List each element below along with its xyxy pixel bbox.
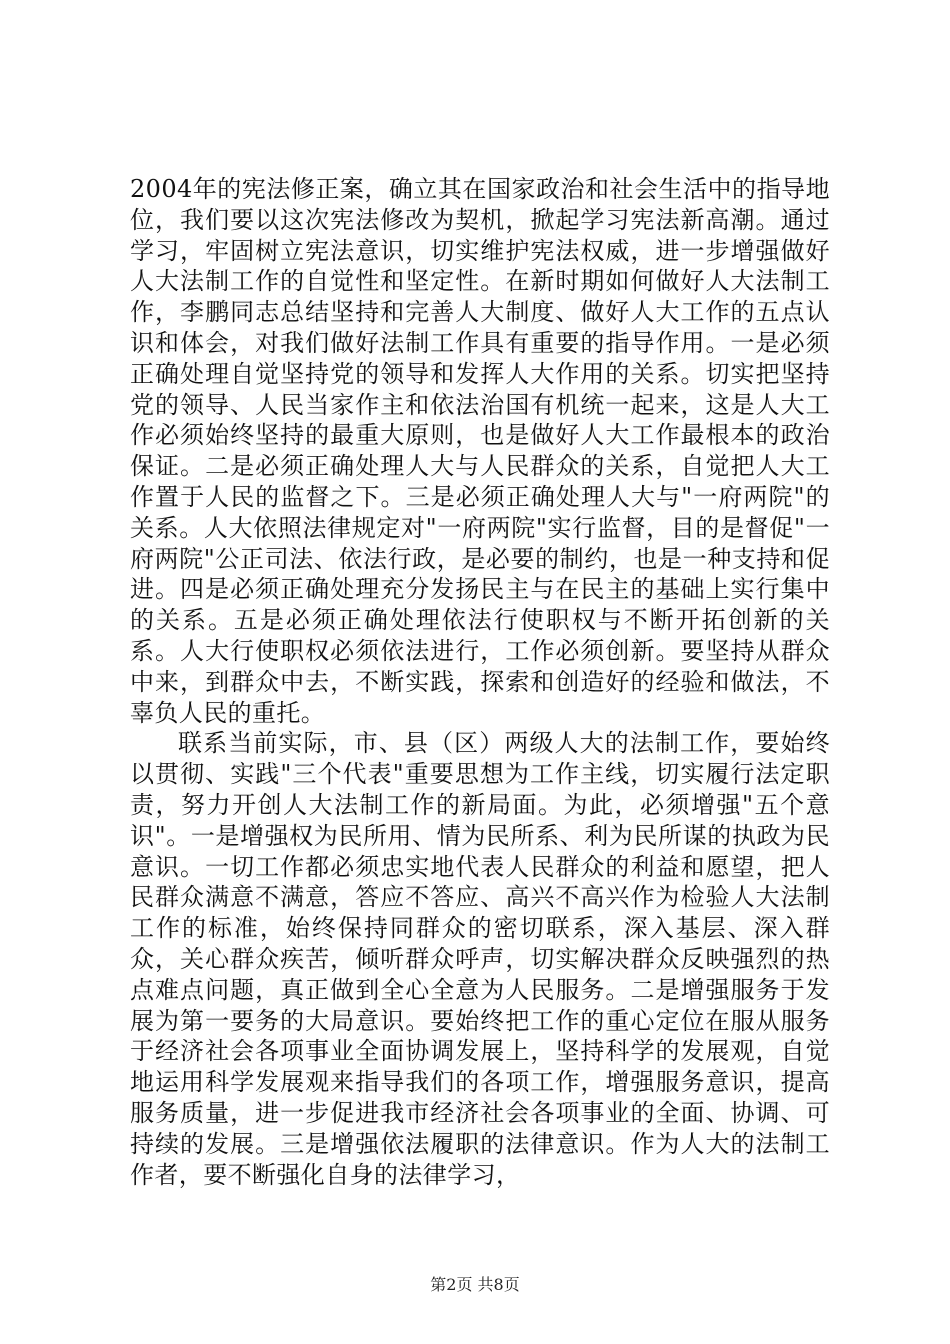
document-body bbox=[130, 174, 830, 1190]
body-paragraph-1: 2004年的宪法修正案，确立其在国家政治和社会生活中的指导地位，我们要以这次宪法修改为契机，掀起学习宪法新高潮。通过学习，牢固树立宪法意识，切实维护宪法权威，进一步增强做好人大法制工作的自觉性和坚定性。在新时期如何做好人大法制工作，李鹏同志总结坚持和完善人大制度、做好人大工作的五点认识和体会，对我们做好法制工作具有重要的指导作用。一是必须正确处理自觉坚持党的领导和发挥人大作用的关系。切实把坚持党的领导、人民当家作主和依法治国有机统一起来，这是人大工作必须始终坚持的最重大原则，也是做好人大工作最根本的政治保证。二是必须正确处理人大与人民群众的关系，自觉把人大工作置于人民的监督之下。三是必须正确处理人大与"一府两院"的关系。人大依照法律规定对"一府两院"实行监督，目的是督促"一府两院"公正司法、依法行政，是必要的制约，也是一种支持和促进。四是必须正确处理充分发扬民主与在民主的基础上实行集中的关系。五是必须正确处理依法行使职权与不断开拓创新的关系。人大行使职权必须依法进行，工作必须创新。要坚持从群众中来，到群众中去，不断实践，探索和创造好的经验和做法，不辜负人民的重托。 bbox=[130, 175, 830, 727]
body-paragraph-2: 联系当前实际，市、县（区）两级人大的法制工作，要始终以贯彻、实践"三个代表"重要思想为工作主线，切实履行法定职责，努力开创人大法制工作的新局面。为此，必须增强"五个意识"。一是增强权为民所用、情为民所系、利为民所谋的执政为民意识。一切工作都必须忠实地代表人民群众的利益和愿望，把人民群众满意不满意，答应不答应、高兴不高兴作为检验人大法制工作的标准，始终保持同群众的密切联系，深入基层、深入群众，关心群众疾苦，倾听群众呼声，切实解决群众反映强烈的热点难点问题，真正做到全心全意为人民服务。二是增强服务于发展为第一要务的大局意识。要始终把工作的重心定位在服从服务于经济社会各项事业全面协调发展上，坚持科学的发展观，自觉地运用科学发展观来指导我们的各项工作，增强服务意识，提高服务质量，进一步促进我市经济社会各项事业的全面、协调、可持续的发展。三是增强依法履职的法律意识。作为人大的法制工作者，要不断强化自身的法律学习， bbox=[130, 729, 830, 1189]
page-number-footer: 第2页 共8页 bbox=[430, 1275, 520, 1294]
